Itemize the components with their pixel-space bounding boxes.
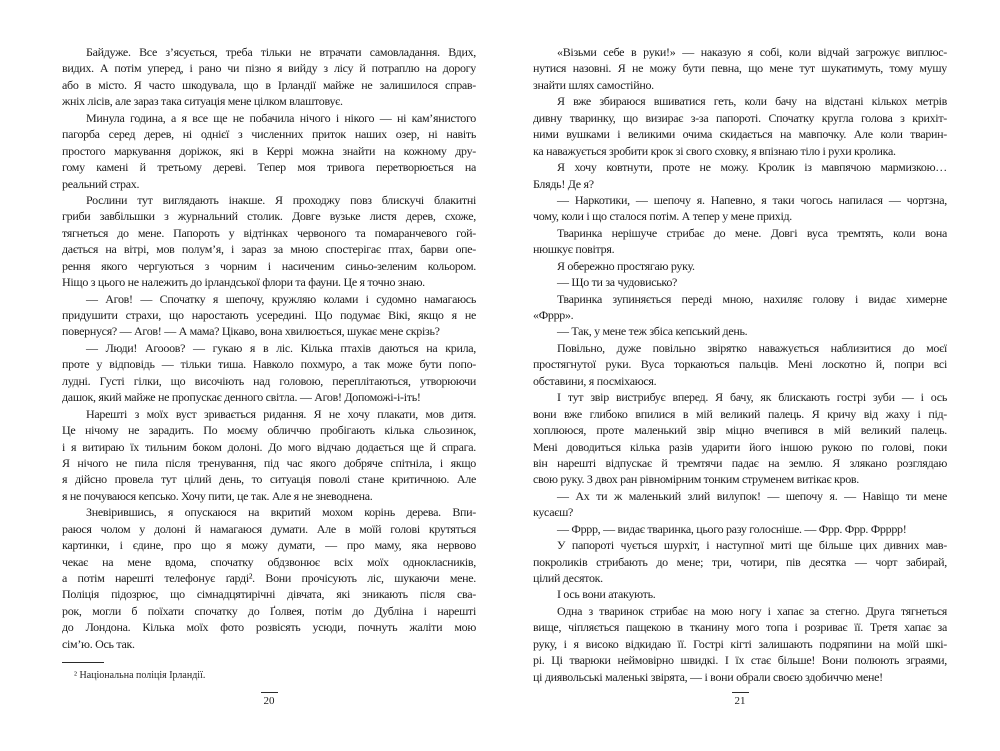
text-line: хоплююся, проте маленький звір міцно вчепився в мій великий палець. [533,423,947,438]
footnote-text: ² Національна поліція Ірландії. [74,670,206,681]
text-line: Я хочу ковтнути, проте не можу. Кролик із мавпячою мармизкою… [557,160,947,175]
text-line: я не почуваюся кепсько. Хочу пити, це так. Але я не зневоднена. [62,488,373,503]
text-line: ці диявольські маленькі звірята, — і вони обрали своєю здобиччю мене! [533,669,883,684]
text-line: — Ах ти ж маленький злий вилупок! — шепочу я. — Навіщо ти мене [557,488,947,503]
text-line: — Люди! Агооов? — гукаю я в ліс. Кілька птахів даються на крила, [86,340,476,355]
text-line: Поліція підозрює, що сімнадцятирічні дівчата, які зникають після сва- [62,587,476,602]
footnote-separator [62,662,104,663]
text-line: вони вже глибоко впилися в мій великий палець. Я кричу від жаху і під- [533,406,947,421]
text-line: Я вже збираюся вшиватися геть, коли бачу на відстані кількох метрів [557,94,947,109]
text-line: рок, могли б поїхати спочатку до Ґолвея, потім до Дубліна і нарешті [62,603,476,618]
text-line: — Наркотики, — шепочу я. Напевно, я таки чогось напилася — чортзна, [557,192,947,207]
text-line: цілий десяток. [533,571,603,585]
text-line: нутися назовні. Я не можу бути певна, що мене тут шукатимуть, тому мушу [533,61,947,76]
text-line: Рослини тут виглядають інакше. Я проходжу повз блискучі блакитні [86,192,476,207]
text-line: І ось вони атакують. [557,587,656,602]
page-number-left [62,691,476,709]
text-line: Я обережно простягаю руку. [557,258,695,273]
text-line: а потім нарешті телефонує ґарді². Вони прочісують ліс, шукаючи мене. [62,571,476,585]
text-line: я дійсно провела тут цілий день, то ситуація поволі стане критичною. Але [62,472,476,487]
text-line: рення якого чергуються з чорним і насиченим синьо-зеленим кольором. [62,258,476,273]
text-line: гриби завбільшки з журнальний столик. Довге вузьке листя дерев, схоже, [62,209,476,224]
text-line: Тваринка нерішуче стрибає до мене. Довгі вуса тремтять, коли вона [557,225,947,240]
text-line: руку, і я високо відкидаю її. Гострі кігті залишають подряпини на моїй шкі- [533,636,947,651]
text-line: дашок, який майже не пропускає денного світла. — Агов! Допоможі-і-іть! [62,390,421,405]
text-line: — Агов! — Спочатку я шепочу, кружляю колами і судомно намагаюсь [86,291,476,306]
text-line: простого маркування доріжок, які в Керрі можна знайти на кожному дру- [62,143,476,158]
page-number-right-value: 21 [732,692,749,707]
text-line: простягнутої руки. Вуса торкаються пальців. Мені лоскотно й, попри всі [533,357,947,372]
text-line: придушити страхи, що наростають усередині. Що подумає Вікі, якщо я не [62,308,476,322]
text-line: У папороті чується шурхіт, і наступної миті ще більше цих дивних мав- [557,538,947,553]
text-line: вище, чіпляється пащекою в тканину мого топа і розриває її. Третя хапає за [533,620,947,635]
text-line: він нарешті відпускає й тремтячи падає на землю. Я злякано розглядаю [533,455,947,470]
text-line: — Що ти за чудовисько? [557,275,678,290]
text-line: покроликів стрибають до мене; три, чотири, пів десятка — чорт забирай, [533,554,947,569]
page-right-text [533,44,947,685]
page-number-right [533,691,947,709]
text-line: пагорба серед дерев, ні однієї з численних приток наших озер, ні навіть [62,127,476,142]
text-line: Блядь! Де я? [533,176,594,191]
text-line: Байдуже. Все з’ясується, треба тільки не втрачати самовладання. Вдих, [86,45,476,59]
text-line: знайти шлях самостійно. [533,77,654,92]
text-line: картинки, і єдине, про що я можу думати, — про маму, яка нервово [62,538,476,553]
text-line: «Фррр». [533,308,574,322]
text-line: чекає на мене вдома, спочатку обдзвонює всіх моїх однокласників, [62,554,476,569]
text-line: чому, коли і що сталося потім. А тепер у мене прихід. [533,209,792,224]
text-line: проте у відповідь — тільки тиша. Навколо похмуро, а так може бути попо- [62,357,476,372]
page-left-text [62,44,476,652]
text-line: Ніщо з цього не належить до ірландської флори та фауни. Це я точно знаю. [62,275,425,290]
text-line: дається на вітрі, мов полум’я, і зараз за мною спостерігає птах, барви опе- [62,242,476,257]
text-line: рі. Ці тварюки неймовірно швидкі. І їх стає більше! Вони полюють зграями, [533,653,947,668]
text-line: ними вушками і великими очима скидається на мавпочку. Але коли тварин- [533,127,947,142]
text-line: Зневірившись, я опускаюся на вкритий мохом корінь дерева. Впи- [86,505,476,520]
text-line: до Лондона. Кілька моїх фото розвісять усюди, почнуть жаліти мою [62,620,476,635]
text-line: сім’ю. Ось так. [62,636,135,651]
text-line: Одна з тваринок стрибає на мою ногу і хапає за стегно. Друга тягнеться [557,603,947,618]
text-line: І тут звір вистрибує вперед. Я бачу, як блискають гострі зуби — і ось [557,390,947,405]
text-line: Тваринка зупиняється переді мною, нахиляє голову і видає химерне [557,291,947,306]
text-line: Минула година, а я все ще не побачила нічого і нікого — ні кам’янистого [86,110,476,125]
page-number-left-value: 20 [261,692,278,707]
text-line: гому камені й третьому дереві. Тепер моя тривога перетворюється на [62,160,476,175]
text-line: Мені доводиться кілька разів ударити його іншою рукою по голові, поки [533,439,947,454]
text-line: Повільно, дуже повільно звірятко наважується наблизитися до моєї [557,340,947,355]
text-line: повернуся? — Агов! — А мама? Цікаво, вона хвилюється, шукає мене скрізь? [62,324,440,339]
text-line: кусаєш? [533,505,574,520]
text-line: і я витираю їх тильним боком долоні. До мого відчаю додається ще й спрага. [62,439,476,454]
text-line: ка наважується зробити крок зі свого сховку, я впізнаю тіло і рухи кролика. [533,143,896,158]
text-line: видих. А потім уперед, і рано чи пізно я вийду з лісу й потраплю на дорогу [62,61,476,76]
text-line: раюся чолом у долоні й намагаюся думати. Але в моїй голові крутяться [62,521,476,536]
text-line: Нарешті з моїх вуст зривається ридання. Я не хочу плакати, мов дитя. [86,406,476,421]
text-line: Я нічого не пила після тренування, під час якого добряче спітніла, і якщо [62,455,476,470]
text-line: лудні. Густі гілки, що височіють над головою, переплітаються, утворюючи [62,373,476,388]
text-line: обставини, я посміхаюся. [533,373,657,388]
text-line: нюшкує повітря. [533,242,615,257]
text-line: — Так, у мене теж збіса кепський день. [557,324,748,339]
text-line: Це нічому не зарадить. По моєму обличчю пробігають кілька сльозинок, [62,423,476,438]
text-line: жніх лісів, але зараз така ситуація мене цілком влаштовує. [62,94,343,109]
text-line: — Фррр, — видає тваринка, цього разу голосніше. — Фрр. Фрр. Фрррр! [557,521,907,536]
text-line: «Візьми себе в руки!» — наказую я собі, коли відчай загрожує виплюс- [557,45,947,59]
text-line: тягнеться до мене. Папороть у відтінках червоного та помаранчевого гой- [62,225,476,240]
text-line: свою руку. З двох ран рівномірним тонким струменем витікає кров. [533,472,859,487]
text-line: реальний страх. [62,176,140,191]
text-line: або в місто. Я часто шкодувала, що в Ірландії майже не залишилося справ- [62,77,476,92]
text-line: дивну тваринку, що визирає з-за папороті. Спочатку кругла голова з крихіт- [533,110,947,125]
